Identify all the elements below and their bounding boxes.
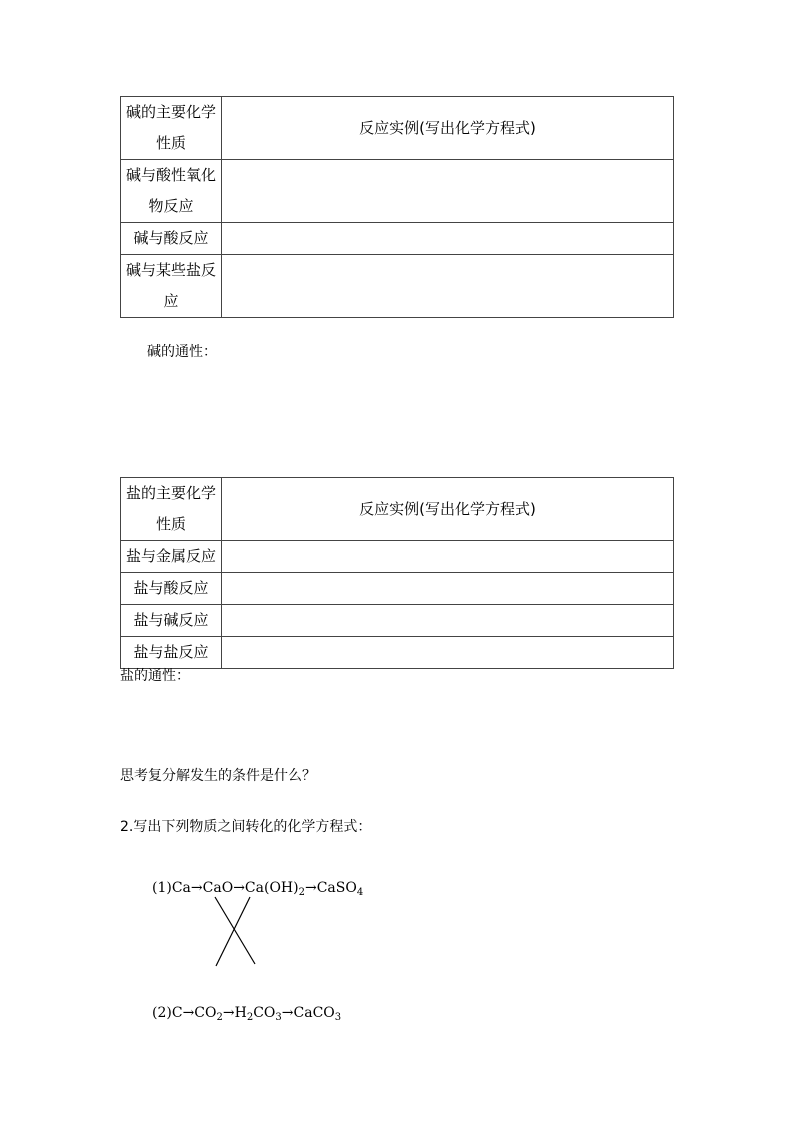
arrow-icon: →	[281, 1005, 294, 1021]
formula-2-h-sub: 2	[246, 1012, 254, 1023]
formula-2-prefix: (2)	[152, 1005, 172, 1021]
formula-2-co3-sub: 3	[275, 1012, 282, 1023]
arrow-icon: →	[190, 880, 203, 896]
arrow-icon: →	[233, 880, 245, 896]
think-question: 思考复分解发生的条件是什么？	[120, 768, 316, 784]
formula-1-caoh2: Ca(OH)	[244, 880, 299, 896]
cross-line-left	[215, 897, 255, 964]
formula-1-prefix: (1)	[152, 880, 172, 896]
formula-2-caco3-sub: 3	[334, 1012, 342, 1023]
formula-2-h: H	[234, 1005, 247, 1021]
table2-header-col1: 盐的主要化学性质	[121, 478, 222, 541]
formula-2-co2-sub: 2	[216, 1012, 223, 1023]
formula-1-cao: CaO	[202, 880, 234, 896]
table2-header-col2: 反应实例(写出化学方程式)	[222, 478, 674, 541]
table1-header-col2: 反应实例(写出化学方程式)	[222, 97, 674, 160]
table2-row-metal: 盐与金属反应	[121, 541, 222, 573]
table1-row-salt: 碱与某些盐反应	[121, 255, 222, 318]
base-general-label: 碱的通性：	[147, 344, 217, 360]
formula-2-co3: CO	[253, 1005, 276, 1021]
table2-row-acid: 盐与酸反应	[121, 573, 222, 605]
arrow-icon: →	[222, 1005, 235, 1021]
formula-2	[152, 1005, 341, 1023]
formula-1-caso4: CaSO	[316, 880, 357, 896]
salt-general-label: 盐的通性：	[120, 668, 190, 684]
formula-1-ca: Ca	[171, 880, 191, 896]
formula-2-c: C	[171, 1005, 183, 1021]
table2-row-salt: 盐与盐反应	[121, 637, 222, 669]
formula-1-caso4-sub: 4	[356, 887, 364, 898]
arrow-icon: →	[304, 880, 317, 896]
formula-1-caoh2-sub: 2	[298, 887, 305, 898]
table1-row-acid-oxide: 碱与酸性氧化物反应	[121, 160, 222, 223]
formula-2-co2: CO	[194, 1005, 217, 1021]
table1-header-col1: 碱的主要化学性质	[121, 97, 222, 160]
arrow-icon: →	[182, 1005, 195, 1021]
table2-row-base: 盐与碱反应	[121, 605, 222, 637]
formula-2-caco3: CaCO	[293, 1005, 335, 1021]
table1-row-acid: 碱与酸反应	[121, 223, 222, 255]
question-2: 2.写出下列物质之间转化的化学方程式：	[120, 819, 372, 835]
